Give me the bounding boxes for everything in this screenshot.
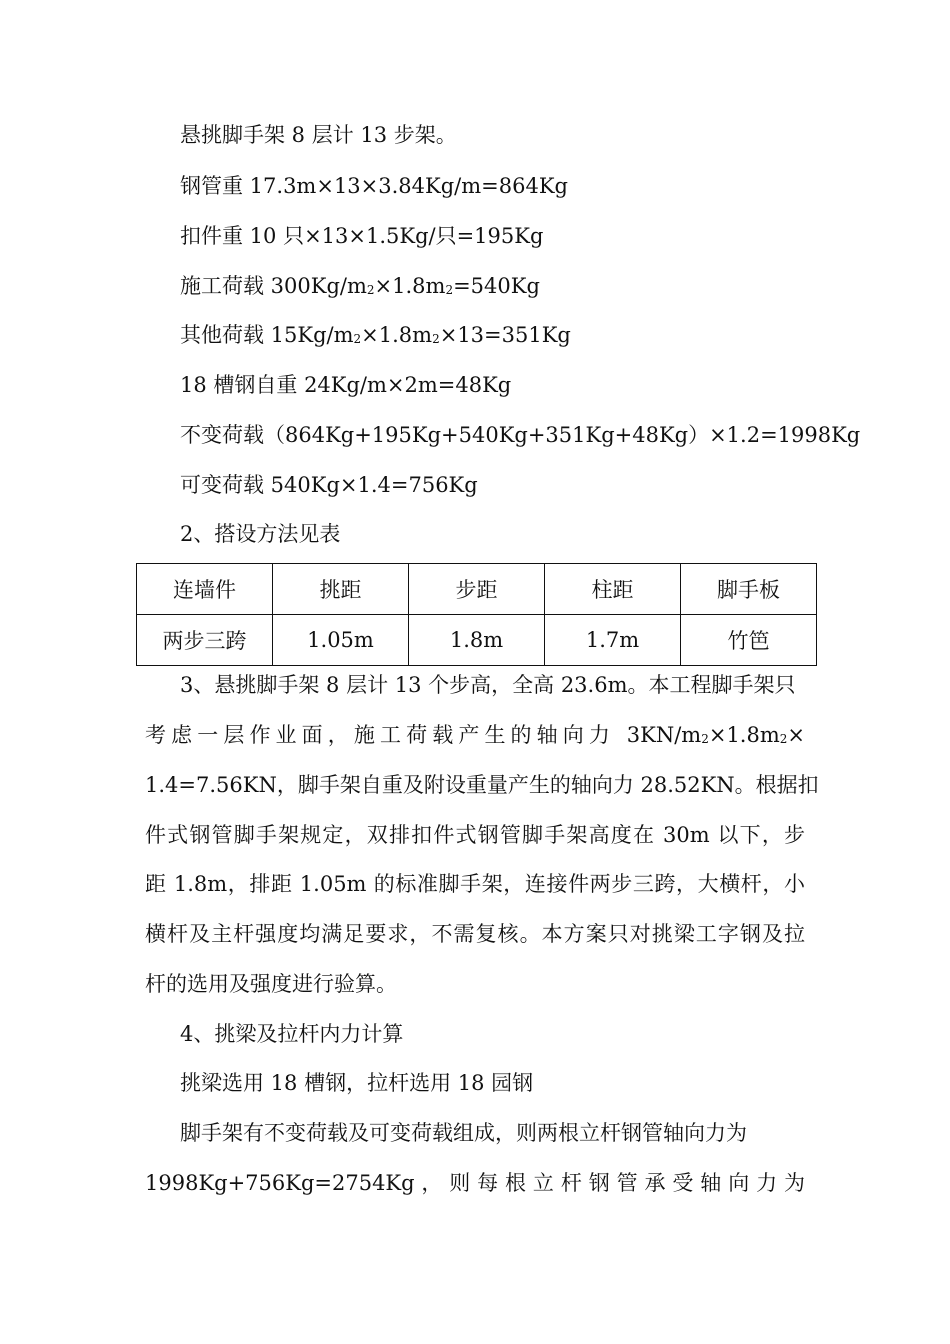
- paragraph-line: 距 1.8m，排距 1.05m 的标准脚手架，连接件两步三跨，大横杆，小: [145, 872, 805, 896]
- text-line: 18 槽钢自重 24Kg/m×2m=48Kg: [180, 373, 512, 397]
- method-table: [136, 563, 817, 666]
- text-segment: ×1.8m: [708, 723, 780, 747]
- text-segment: 施工荷载 300Kg/m: [180, 274, 367, 298]
- superscript: 2: [432, 332, 440, 346]
- superscript: 2: [701, 732, 709, 746]
- table-cell: 1.8m: [409, 615, 545, 666]
- table-header-row: [137, 564, 817, 615]
- text-line: 悬挑脚手架 8 层计 13 步架。: [180, 123, 457, 147]
- superscript: 2: [779, 732, 788, 746]
- table-row: [137, 615, 817, 666]
- table-cell: 竹笆: [681, 615, 817, 666]
- superscript: 2: [366, 283, 375, 297]
- table-header-cell: 步距: [409, 564, 545, 615]
- table-cell: 1.7m: [545, 615, 681, 666]
- table-header-cell: 连墙件: [137, 564, 273, 615]
- paragraph-line: 3、悬挑脚手架 8 层计 13 个步高，全高 23.6m。本工程脚手架只: [180, 673, 796, 697]
- paragraph-line: [145, 720, 805, 754]
- text-segment: ×: [787, 723, 805, 747]
- paragraph-line: 杆的选用及强度进行验算。: [145, 972, 397, 996]
- text-line: [180, 320, 571, 354]
- text-line: 挑梁选用 18 槽钢，拉杆选用 18 园钢: [180, 1071, 534, 1095]
- text-segment: ×13=351Kg: [439, 323, 571, 347]
- paragraph-line: 件式钢管脚手架规定，双排扣件式钢管脚手架高度在 30m 以下，步: [145, 823, 805, 847]
- table-header-cell: 挑距: [273, 564, 409, 615]
- table-header-cell: 柱距: [545, 564, 681, 615]
- table-cell: 两步三跨: [137, 615, 273, 666]
- paragraph-line: 横杆及主杆强度均满足要求，不需复核。本方案只对挑梁工字钢及拉: [145, 922, 805, 946]
- text-line: 不变荷载（864Kg+195Kg+540Kg+351Kg+48Kg）×1.2=1998Kg: [180, 423, 861, 447]
- section-heading: 2、搭设方法见表: [180, 522, 341, 546]
- text-segment: 其他荷载 15Kg/m: [180, 323, 354, 347]
- superscript: 2: [353, 332, 362, 346]
- text-segment: =540Kg: [453, 274, 540, 298]
- table-cell: 1.05m: [273, 615, 409, 666]
- text-segment: ×1.8m: [374, 274, 446, 298]
- text-line: 可变荷载 540Kg×1.4=756Kg: [180, 473, 478, 497]
- paragraph-line: 1.4=7.56KN，脚手架自重及附设重量产生的轴向力 28.52KN。根据扣: [145, 773, 819, 797]
- superscript: 2: [445, 283, 454, 297]
- paragraph-line: 1998Kg+756Kg=2754Kg ， 则 每 根 立 杆 钢 管 承 受 轴 向 力 为: [145, 1171, 805, 1195]
- text-segment: ×1.8m: [361, 323, 433, 347]
- text-line: [180, 271, 540, 305]
- section-heading: 4、挑梁及拉杆内力计算: [180, 1022, 404, 1046]
- text-segment: 考虑一层作业面，施工荷载产生的轴向力 3KN/m: [145, 723, 702, 747]
- paragraph-line: 脚手架有不变荷载及可变荷载组成，则两根立杆钢管轴向力为: [180, 1121, 747, 1145]
- text-line: 钢管重 17.3m×13×3.84Kg/m=864Kg: [180, 174, 568, 198]
- text-line: 扣件重 10 只×13×1.5Kg/只=195Kg: [180, 224, 544, 248]
- table-header-cell: 脚手板: [681, 564, 817, 615]
